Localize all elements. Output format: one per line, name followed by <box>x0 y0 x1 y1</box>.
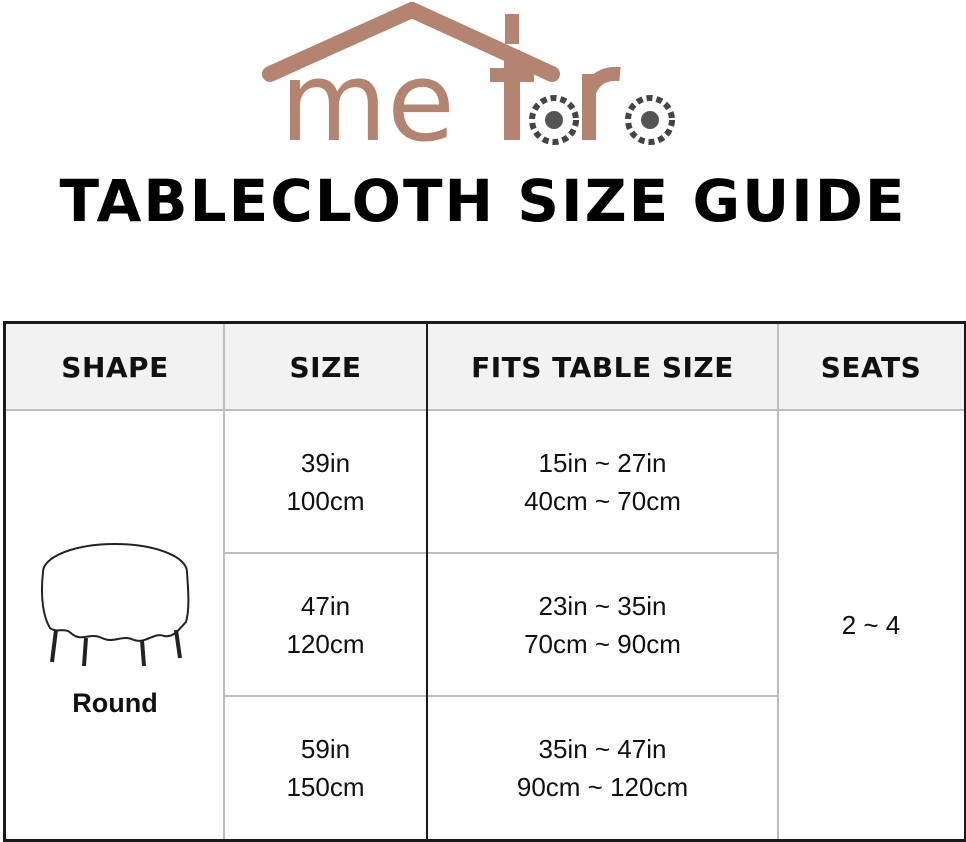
fit-in: 15in ~ 27in <box>538 447 667 478</box>
seats-cell <box>778 410 964 839</box>
page-title: TABLECLOTH SIZE GUIDE <box>59 167 907 235</box>
brand-logo <box>262 2 682 152</box>
header-divider <box>6 409 964 411</box>
header-seats: SEATS <box>778 324 964 410</box>
size-cm: 120cm <box>286 628 365 659</box>
column-divider <box>426 324 428 839</box>
header-shape: SHAPE <box>6 324 224 410</box>
size-in: 39in <box>300 447 351 478</box>
shape-cell <box>6 410 224 839</box>
row-divider <box>224 695 778 697</box>
fit-cm: 90cm ~ 120cm <box>516 771 689 802</box>
svg-text:me: me <box>280 38 455 152</box>
fit-cm: 70cm ~ 90cm <box>524 628 681 659</box>
fit-cm: 40cm ~ 70cm <box>524 485 681 516</box>
fit-cell-3 <box>427 696 778 839</box>
round-tablecloth-icon <box>30 530 200 670</box>
size-cm: 100cm <box>286 485 365 516</box>
column-divider <box>777 324 779 839</box>
shape-label: Round <box>72 688 158 718</box>
column-divider <box>223 324 225 839</box>
row-divider <box>224 552 778 554</box>
fit-cell-1 <box>427 410 778 553</box>
size-cm: 150cm <box>286 771 365 802</box>
fit-in: 35in ~ 47in <box>538 733 667 764</box>
seats-value: 2 ~ 4 <box>841 609 901 640</box>
fit-in: 23in ~ 35in <box>538 590 667 621</box>
fit-cell-2 <box>427 553 778 696</box>
size-cell-3 <box>224 696 427 839</box>
size-cell-1 <box>224 410 427 553</box>
metoro-logo-icon <box>262 2 682 152</box>
size-in: 47in <box>300 590 351 621</box>
header-fits-table-size: FITS TABLE SIZE <box>427 324 778 410</box>
header-size: SIZE <box>224 324 427 410</box>
size-cell-2 <box>224 553 427 696</box>
size-guide-table <box>3 321 966 842</box>
size-in: 59in <box>300 733 351 764</box>
